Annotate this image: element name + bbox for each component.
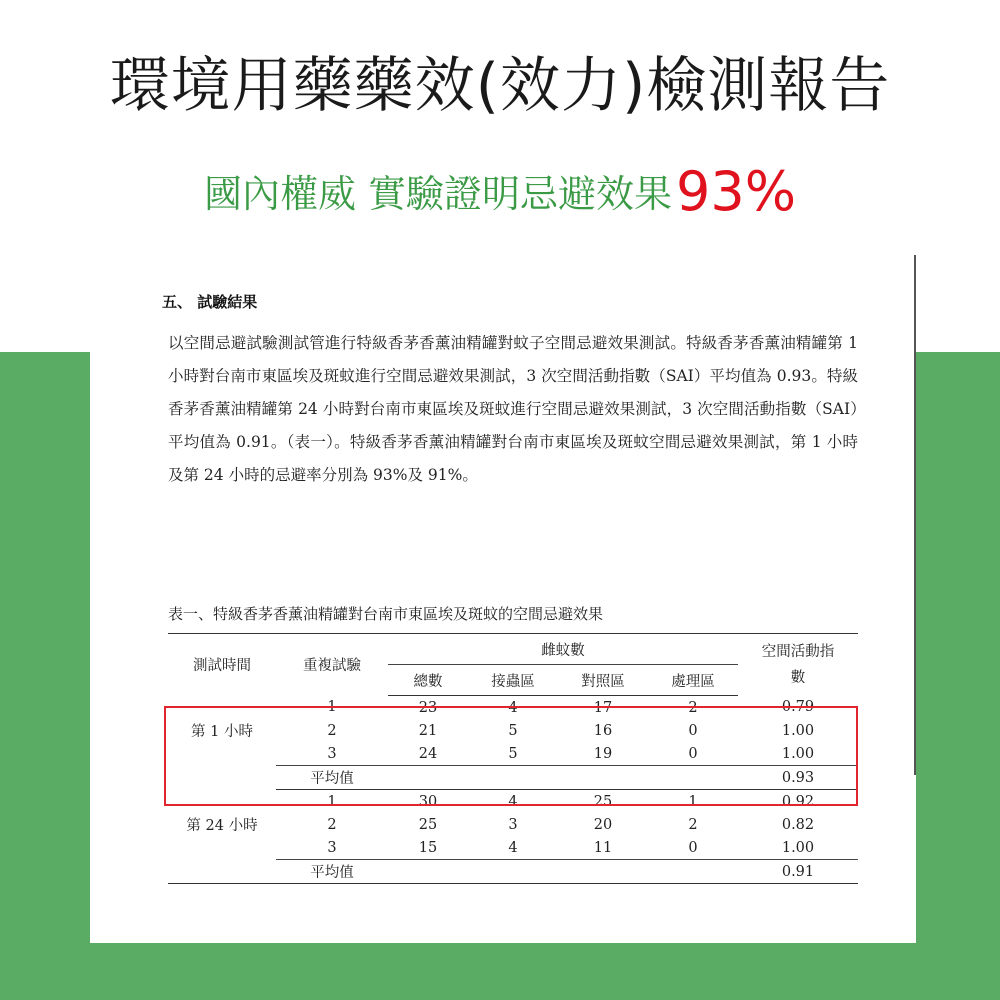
replicate-cell: 1	[327, 793, 337, 810]
sai-cell: 0.92	[781, 793, 815, 810]
section-heading: 五、 試驗結果	[162, 293, 258, 311]
results-paragraph: 以空間忌避試驗測試管進行特級香茅香薰油精罐對蚊子空間忌避效果測試。特級香茅香薰油精罐第 1 小時對台南市東區埃及斑蚊進行空間忌避效果測試，3 次空間活動指數（SAI）平均值為 0.93。特級香茅香薰油精罐第 24 小時對台南市東區埃及斑蚊進行空間忌避效果測試，3 次空間活動指數（SAI）平均值為 0.91。（表一）。特級香茅香薰油精罐對台南市東區埃及斑蚊空間忌避效果測試，第 1 小時及第 24 小時的忌避率分別為 93%及 91%。	[168, 334, 858, 484]
average-label: 平均值	[276, 766, 388, 790]
treatment-cell: 0	[688, 839, 698, 856]
header-replicate: 重複試驗	[276, 634, 388, 696]
header-test-time: 測試時間	[168, 634, 276, 696]
total-cell: 25	[418, 816, 438, 833]
time-label: 第 1 小時	[191, 724, 253, 740]
time-label: 第 24 小時	[186, 818, 258, 834]
sai-cell: 0.82	[781, 816, 815, 833]
treatment-cell: 0	[688, 745, 698, 762]
sai-cell: 1.00	[781, 839, 815, 856]
header-inoculation-zone: 接蟲區	[468, 665, 558, 696]
treatment-cell: 1	[688, 793, 698, 810]
header-female-mosquitoes: 雌蚊數	[388, 634, 738, 665]
treatment-cell: 2	[688, 816, 698, 833]
replicate-cell: 2	[327, 722, 337, 739]
sai-cell: 1.00	[781, 722, 815, 739]
table-caption: 表一、特級香茅香薰油精罐對台南市東區埃及斑蚊的空間忌避效果	[168, 605, 604, 623]
page-edge-line	[914, 255, 916, 775]
total-cell: 21	[418, 722, 438, 739]
sai-cell: 0.79	[781, 699, 815, 716]
highlight-box	[164, 706, 858, 806]
inoculation-cell: 3	[508, 816, 518, 833]
average-value: 0.93	[738, 766, 858, 790]
header-total: 總數	[388, 665, 468, 696]
average-label: 平均值	[276, 860, 388, 884]
subtitle-text: 國內權威 實驗證明忌避效果	[203, 172, 673, 216]
control-cell: 19	[593, 745, 613, 762]
average-row	[168, 860, 858, 884]
report-document	[90, 255, 916, 943]
total-cell: 23	[418, 699, 438, 716]
total-cell: 15	[418, 839, 438, 856]
treatment-cell: 2	[688, 699, 698, 716]
total-cell: 30	[418, 793, 438, 810]
control-cell: 20	[593, 816, 613, 833]
header-sai: 空間活動指數	[738, 634, 858, 696]
total-cell: 24	[418, 745, 438, 762]
inoculation-cell: 5	[508, 722, 518, 739]
inoculation-cell: 4	[508, 699, 518, 716]
replicate-cell: 2	[327, 816, 337, 833]
inoculation-cell: 5	[508, 745, 518, 762]
subtitle-percent: 93%	[676, 160, 797, 223]
control-cell: 17	[593, 699, 613, 716]
header-treatment-zone: 處理區	[648, 665, 738, 696]
replicate-cell: 1	[327, 699, 337, 716]
treatment-cell: 0	[688, 722, 698, 739]
average-value: 0.91	[738, 860, 858, 884]
inoculation-cell: 4	[508, 793, 518, 810]
subtitle	[0, 160, 1000, 223]
header-control-zone: 對照區	[558, 665, 648, 696]
inoculation-cell: 4	[508, 839, 518, 856]
control-cell: 11	[593, 839, 613, 856]
control-cell: 16	[593, 722, 613, 739]
page-title: 環境用藥藥效(效力)檢測報告	[109, 51, 891, 121]
replicate-cell: 3	[327, 745, 337, 762]
replicate-cell: 3	[327, 839, 337, 856]
control-cell: 25	[593, 793, 613, 810]
sai-cell: 1.00	[781, 745, 815, 762]
